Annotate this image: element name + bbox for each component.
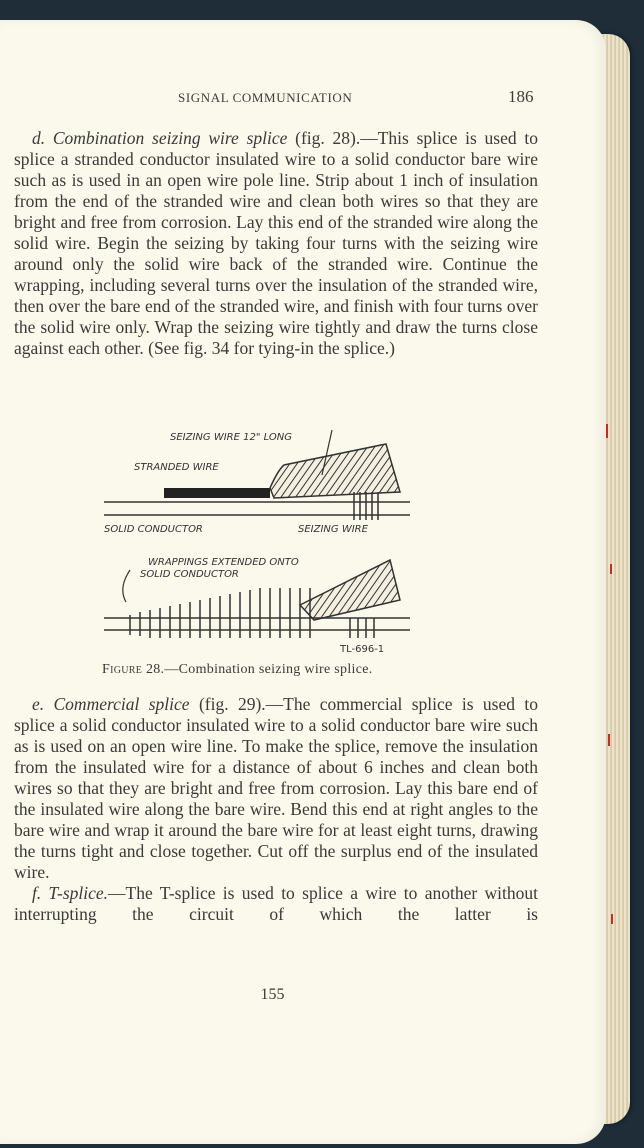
label-seizing-wire-lower: SEIZING WIRE <box>298 524 368 535</box>
label-solid-conductor: SOLID CONDUCTOR <box>104 524 203 535</box>
paragraph-body: —The T-splice is used to splice a wire to another without interrupting the circuit of which the latter is <box>14 883 538 924</box>
edge-mark <box>608 734 610 746</box>
paragraph-f <box>14 883 538 925</box>
upper-drawing <box>104 430 410 535</box>
edge-mark <box>606 424 608 438</box>
paragraph-body: (fig. 28).—This splice is used to splice a stranded conductor insulated wire to a solid conductor bare wire such as is used in an open wire pole line. Strip about 1 inch of insulation from the end of the stranded wire and clean both wires so that they are bright and free from corrosion. Lay this end of the stranded wire along the solid wire. Begin the seizing by taking four turns with the seizing wire around only the solid wire back of the stranded wire. Continue the wrapping, including several turns over the insulation of the stranded wire, then over the bare end of the stranded wire, and finish with four turns over the solid wire only. Wrap the seizing wire tightly and draw the turns close against each other. (See fig. 34 for tying-in the splice.) <box>14 128 538 358</box>
section-number: 186 <box>508 87 534 106</box>
paragraph-lead: d. Combination seizing wire splice <box>32 128 288 148</box>
paragraph-block-1 <box>14 128 538 359</box>
label-wrappings-1: WRAPPINGS EXTENDED ONTO <box>148 557 299 568</box>
paragraph-lead: f. T-splice. <box>32 883 109 903</box>
paragraph-block-2 <box>14 694 538 925</box>
running-header <box>0 87 606 106</box>
edge-mark <box>610 564 612 574</box>
figure-code: TL-696-1 <box>340 644 385 655</box>
caption-text: —Combination seizing wire splice. <box>164 662 373 677</box>
paragraph-lead: e. Commercial splice <box>32 694 190 714</box>
label-wrappings-2: SOLID CONDUCTOR <box>140 569 239 580</box>
caption-figure-number: Figure 28. <box>102 662 165 677</box>
paragraph-e <box>14 694 538 883</box>
edge-mark <box>611 914 613 924</box>
label-stranded-wire: STRANDED WIRE <box>134 462 219 473</box>
splice-figure <box>100 420 430 660</box>
page-number: 155 <box>260 986 285 1003</box>
label-seizing-wire: SEIZING WIRE 12" LONG <box>170 432 292 443</box>
running-title: SIGNAL COMMUNICATION <box>178 90 353 105</box>
figure-caption <box>102 662 462 678</box>
paragraph-body: (fig. 29).—The commercial splice is used to splice a solid conductor insulated wire to a solid conductor bare wire such as is used on an open wire line. To make the splice, remove the insulation from the insulated wire for a distance of about 6 inches and clean both wires so that they are bright and free from corrosion. Lay this bare end of the insulated wire along the bare wire. Bend this end at right angles to the bare wire and wrap it around the bare wire for at least eight turns, drawing the turns tight and close together. Cut off the surplus end of the insulated wire. <box>14 694 538 882</box>
paragraph-d <box>14 128 538 359</box>
lower-drawing <box>104 557 410 655</box>
